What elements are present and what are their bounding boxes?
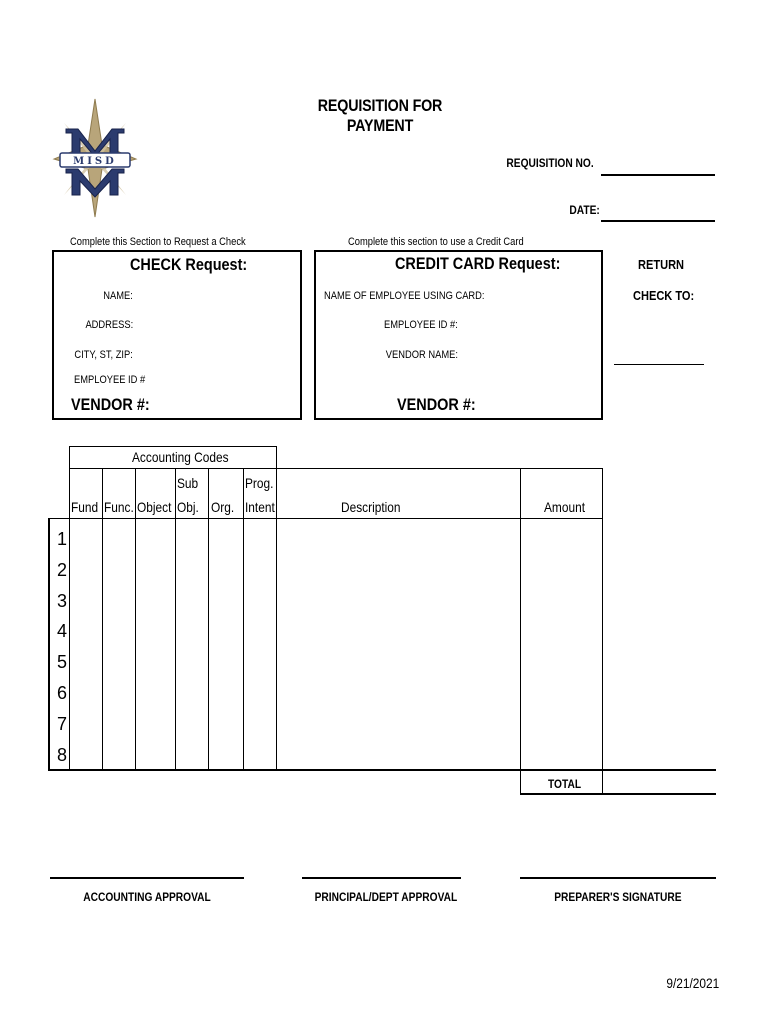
credit-vendor-name-label: VENDOR NAME: bbox=[385, 349, 458, 361]
row-number: 2 bbox=[56, 560, 67, 580]
misd-logo bbox=[52, 97, 138, 219]
credit-vendor-label: VENDOR #: bbox=[397, 395, 476, 414]
accounting-codes-header: Accounting Codes bbox=[132, 449, 229, 465]
check-request-heading: CHECK Request: bbox=[130, 255, 248, 274]
row-number: 8 bbox=[56, 745, 67, 765]
check-vendor-label: VENDOR #: bbox=[71, 395, 150, 414]
col-amount: Amount bbox=[544, 499, 586, 515]
col-object: Object bbox=[137, 499, 172, 515]
total-label: TOTAL bbox=[548, 777, 582, 791]
col-fund: Fund bbox=[71, 499, 99, 515]
row-number: 3 bbox=[56, 591, 67, 611]
credit-card-request-heading: CREDIT CARD Request: bbox=[395, 254, 561, 273]
credit-instruction: Complete this section to use a Credit Card bbox=[348, 236, 524, 248]
logo-text: MISD bbox=[73, 156, 117, 167]
col-func: Func. bbox=[104, 499, 134, 515]
row-number: 4 bbox=[56, 621, 67, 641]
col-org: Org. bbox=[211, 499, 235, 515]
accounting-approval-label: ACCOUNTING APPROVAL bbox=[83, 890, 211, 904]
total-amount-field[interactable] bbox=[603, 771, 715, 793]
date-label: DATE: bbox=[569, 203, 600, 217]
row-number: 1 bbox=[56, 529, 67, 549]
requisition-no-label: REQUISITION NO. bbox=[506, 156, 594, 170]
return-label: RETURN bbox=[638, 257, 685, 272]
check-address-label: ADDRESS: bbox=[85, 319, 133, 331]
accounting-approval-line[interactable] bbox=[50, 877, 244, 879]
col-prog-top: Prog. bbox=[245, 475, 274, 491]
col-prog-bottom: Intent bbox=[245, 499, 275, 515]
check-name-label: NAME: bbox=[103, 290, 133, 302]
check-to-label: CHECK TO: bbox=[633, 288, 695, 303]
row-number: 5 bbox=[56, 652, 67, 672]
check-employee-id-label: EMPLOYEE ID # bbox=[74, 374, 146, 386]
requisition-no-field[interactable] bbox=[601, 174, 715, 176]
date-field[interactable] bbox=[601, 220, 715, 222]
col-sub-bottom: Obj. bbox=[177, 499, 199, 515]
preparer-signature-label: PREPARER'S SIGNATURE bbox=[554, 890, 682, 904]
col-description: Description bbox=[341, 499, 401, 515]
footer-date: 9/21/2021 bbox=[666, 975, 719, 991]
credit-employee-name-label: NAME OF EMPLOYEE USING CARD: bbox=[324, 290, 485, 302]
check-instruction: Complete this Section to Request a Check bbox=[70, 236, 246, 248]
credit-employee-id-label: EMPLOYEE ID #: bbox=[384, 319, 458, 331]
principal-approval-label: PRINCIPAL/DEPT APPROVAL bbox=[314, 890, 458, 904]
check-city-label: CITY, ST, ZIP: bbox=[74, 349, 133, 361]
row-number: 6 bbox=[56, 683, 67, 703]
preparer-signature-line[interactable] bbox=[520, 877, 716, 879]
page-title: REQUISITION FOR PAYMENT bbox=[317, 96, 443, 135]
row-number: 7 bbox=[56, 714, 67, 734]
return-check-to-field[interactable] bbox=[614, 364, 704, 365]
logo-graphic bbox=[52, 97, 138, 219]
col-sub-top: Sub bbox=[177, 475, 199, 491]
principal-approval-line[interactable] bbox=[302, 877, 461, 879]
